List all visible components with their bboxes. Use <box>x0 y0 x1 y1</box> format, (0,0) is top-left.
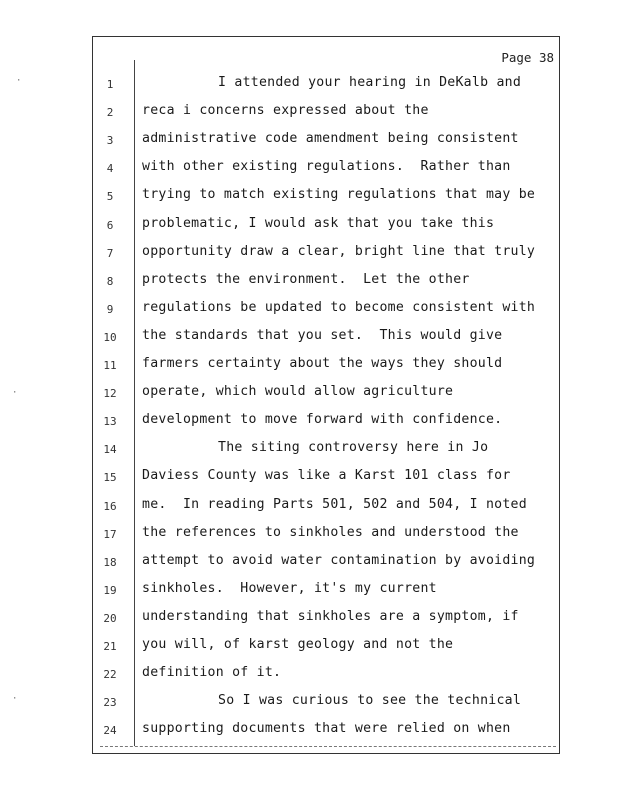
transcript-line <box>0 216 618 236</box>
transcript-line <box>0 384 618 404</box>
line-number: 2 <box>106 106 114 120</box>
line-number: 5 <box>106 190 114 204</box>
transcript-line <box>0 356 618 376</box>
line-number: 16 <box>103 499 117 513</box>
transcript-line <box>0 272 618 292</box>
transcript-line <box>0 412 618 432</box>
page-number: Page 38 <box>501 50 554 65</box>
line-text: the references to sinkholes and understood the <box>142 524 519 540</box>
line-number: 6 <box>106 218 114 232</box>
line-text: sinkholes. However, it's my current <box>142 580 437 596</box>
line-number: 20 <box>103 611 117 625</box>
transcript-line <box>0 300 618 320</box>
line-text: trying to match existing regulations that may be <box>142 187 536 203</box>
transcript-line <box>0 103 618 123</box>
transcript-line <box>0 497 618 517</box>
line-number: 14 <box>103 443 117 457</box>
transcript-line <box>0 328 618 348</box>
line-text: attempt to avoid water contamination by avoiding <box>142 552 536 568</box>
line-text: Daviess County was like a Karst 101 class for <box>142 468 511 484</box>
transcript-line <box>0 581 618 601</box>
line-number: 1 <box>106 78 114 91</box>
margin-tick: · <box>16 76 22 86</box>
transcript-line <box>0 468 618 488</box>
line-text: administrative code amendment being consistent <box>142 131 519 147</box>
line-number: 10 <box>103 330 117 344</box>
line-number: 15 <box>103 471 117 485</box>
line-text: reca i concerns expressed about the <box>142 103 429 119</box>
transcript-line <box>0 131 618 151</box>
transcript-line <box>0 553 618 573</box>
line-text: development to move forward with confidence. <box>142 412 503 428</box>
line-text: farmers certainty about the ways they should <box>142 356 503 371</box>
line-text: regulations be updated to become consistent with <box>142 299 536 315</box>
line-number: 7 <box>106 246 114 260</box>
line-text: supporting documents that were relied on when <box>142 721 511 737</box>
line-text: The siting controversy here in Jo <box>218 440 489 456</box>
line-text: understanding that sinkholes are a symptom, if <box>142 608 519 624</box>
transcript-line <box>0 440 618 460</box>
line-number: 23 <box>103 696 117 710</box>
line-number: 8 <box>106 274 114 288</box>
margin-tick: · <box>12 694 18 704</box>
transcript-line <box>0 665 618 685</box>
line-text: me. In reading Parts 501, 502 and 504, I noted <box>142 496 527 512</box>
line-number: 22 <box>103 668 117 682</box>
line-text: operate, which would allow agriculture <box>142 384 454 400</box>
transcript-line <box>0 187 618 207</box>
line-number: 9 <box>106 302 114 316</box>
line-text: opportunity draw a clear, bright line that truly <box>142 243 536 259</box>
line-number: 4 <box>106 162 114 176</box>
line-text: I attended your hearing in DeKalb and <box>218 75 522 90</box>
line-number: 17 <box>103 527 117 541</box>
margin-tick: · <box>12 388 18 398</box>
line-text: with other existing regulations. Rather than <box>142 159 511 175</box>
transcript-line <box>0 75 618 95</box>
transcript-line <box>0 637 618 657</box>
transcript-line <box>0 693 618 713</box>
line-number: 21 <box>103 640 117 653</box>
line-text: you will, of karst geology and not the <box>142 637 454 652</box>
line-text: definition of it. <box>142 665 282 681</box>
line-number: 11 <box>103 359 117 372</box>
line-text: protects the environment. Let the other <box>142 271 470 287</box>
line-number: 18 <box>103 555 117 569</box>
line-number: 12 <box>103 387 117 401</box>
line-text: So I was curious to see the technical <box>218 693 522 709</box>
line-number: 13 <box>103 415 117 429</box>
line-number: 3 <box>106 134 114 148</box>
transcript-line <box>0 721 618 741</box>
transcript-line <box>0 159 618 179</box>
line-number: 24 <box>103 724 117 738</box>
transcript-line <box>0 609 618 629</box>
bottom-border-mark <box>100 746 556 747</box>
line-text: problematic, I would ask that you take this <box>142 215 495 231</box>
line-text: the standards that you set. This would give <box>142 327 503 343</box>
transcript-line <box>0 525 618 545</box>
transcript-line <box>0 244 618 264</box>
line-number: 19 <box>103 583 117 597</box>
